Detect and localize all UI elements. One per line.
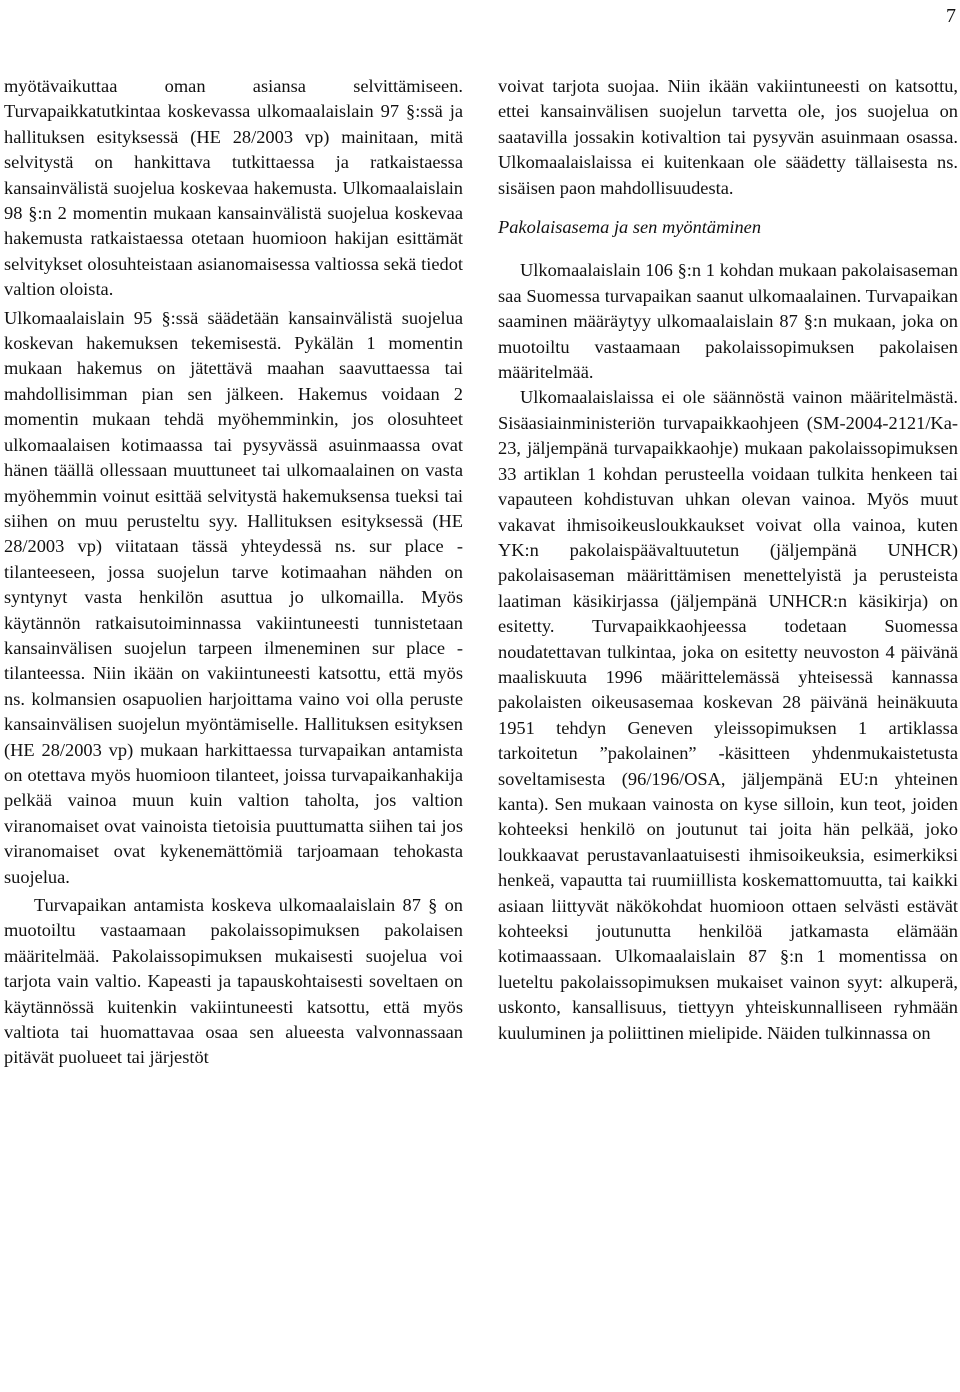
right-paragraph-intro: voivat tarjota suojaa. Niin ikään vakiintuneesti on katsottu, ettei kansainvälisen suojelun tarvetta ole, jos suojelua on saatavilla jossakin kotivaltion tai pysyvän asuinmaan osassa. Ulkomaalaislaissa ei kuitenkaan ole säädetty tällaisesta ns. sisäisen paon mahdollisuudesta. xyxy=(498,76,958,198)
section-heading: Pakolaisasema ja sen myöntäminen xyxy=(498,217,762,238)
right-column xyxy=(498,74,958,1046)
right-paragraph-1: Ulkomaalaislain 106 §:n 1 kohdan mukaan pakolaisaseman saa Suomessa turvapaikan saanut ulkomaalainen. Turvapaikan saaminen määräytyy ulkomaalaislain 87 §:n mukaan, joka on muotoiltu vastaamaan pakolaissopimuksen pakolaisen määritelmää. xyxy=(498,260,958,383)
left-paragraph-1: myötävaikuttaa oman asiansa selvittämiseen. Turvapaikkatutkintaa koskevassa ulkomaalaislain 97 §:ssä ja hallituksen esityksessä (HE 28/2003 vp) mainitaan, mitä selvitystä on hankittava tutkittaessa ja ratkaistaessa kansainvälistä suojelua koskevaa hakemusta. Ulkomaalaislain 98 §:n 2 momentin mukaan kansainvälistä suojelua koskevaa hakemusta ratkaistaessa otetaan huomioon hakijan esittämät selvitykset olosuhteistaan asianomaisessa valtiossa sekä tiedot valtion oloista. xyxy=(4,76,463,300)
right-paragraph-2: Ulkomaalaislaissa ei ole säännöstä vainon määritelmästä. Sisäasiainministeriön turvapaikkaohjeen (SM-2004-2121/Ka-23, jäljempänä turvapaikkaohje) mukaan pakolaissopimuksen 33 artiklan 1 kohdan perusteella voidaan tulkita henkeen tai vapauteen kohdistuvan uhkan olevan vainoa. Myös muut vakavat ihmisoikeusloukkaukset voivat olla vainoa, kuten YK:n pakolaispäävaltuutetun (jäljempänä UNHCR) pakolaisaseman määrittämisen menettelyistä ja perusteista laatiman käsikirjassa (jäljempänä UNHCR:n käsikirja) on esitetty. Turvapaikkaohjeessa todetaan Suomessa noudatettavan tulkintaa, joka on esitetty neuvoston 4 päivänä maaliskuuta 1996 määrittelemässä yhteisessä kannassa pakolaisten oikeusasemaa koskevan 28 päivänä heinäkuuta 1951 tehdyn Geneven yleissopimuksen 1 artiklassa tarkoitetun ”pakolainen” -käsitteen yhdenmukaistetusta soveltamisesta (96/196/OSA, jäljempänä EU:n yhteinen kanta). Sen mukaan vainosta on kyse silloin, kun teot, joiden kohteeksi henkilö on joutunut tai joita hän pelkää, joko loukkaavat perustavanlaatuisesti ihmisoikeuksia, esimerkiksi henkeä, vapautta tai ruumiillista koskemattomuutta, tai kaikki asiaan liittyvät näkökohdat huomioon ottaen selvästi estävät kohteeksi joutunutta henkilöä jatkamasta elämään kotimaassaan. Ulkomaalaislain 87 §:n 1 momentissa on lueteltu pakolaissopimuksen mukaiset vainon syyt: alkuperä, uskonto, kansallisuus, tiettyyn yhteiskunnalliseen ryhmään kuuluminen ja poliittinen mielipide. Näiden tulkinnassa on xyxy=(498,387,958,1043)
left-paragraph-2: Ulkomaalaislain 95 §:ssä säädetään kansainvälistä suojelua koskevan hakemuksen tekemisestä. Pykälän 1 momentin mukaan hakemus on jätettävä maahan saavuttaessa tai mahdollisimman pian sen jälkeen. Hakemus voidaan 2 momentin mukaan tehdä myöhemminkin, jos olosuhteet ulkomaalaisen kotimaassa tai pysyvässä asuinmaassa ovat hänen täällä ollessaan muuttuneet tai ulkomaalainen on vasta myöhemmin voinut esittää selvitystä hakemuksensa tueksi tai siihen on muu perusteltu syy. Hallituksen esityksessä (HE 28/2003 vp) viitataan tässä yhteydessä ns. sur place -tilanteeseen, jossa suojelun tarve kotimaahan nähden on syntynyt vasta henkilön asuttua jo ulkomailla. Myös käytännön ratkaisutoiminnassa vakiintuneesti tunnistetaan kansainvälisen suojelun tarpeen ilmeneminen sur place -tilanteessa. Niin ikään on vakiintuneesti katsottu, että myös ns. kolmansien osapuolien harjoittama vaino voi olla peruste kansainvälisen suojelun myöntämiselle. Hallituksen esityksen (HE 28/2003 vp) mukaan harkittaessa turvapaikan antamista on otettava myös huomioon tilanteet, joissa turvapaikanhakija pelkää vainoa muun kuin valtion taholta, jos valtion viranomaiset ovat vainoista tietoisia puuttumatta siihen tai jos viranomaiset ovat kykenemättömiä tarjoamaan tehokasta suojelua. xyxy=(4,307,463,887)
left-column xyxy=(4,74,463,1071)
left-paragraph-3: Turvapaikan antamista koskeva ulkomaalaislain 87 § on muotoiltu vastaamaan pakolaissopimuksen pakolaisen määritelmää. Pakolaissopimuksen mukaisesti suojelua voi tarjota vain valtio. Kapeasti ja tapauskohtaisesti soveltaen on käytännössä kuitenkin vakiintuneesti katsottu, että myös valtiota tai huomattavaa osaa sen alueesta valvonnassaan pitävät puolueet tai järjestöt xyxy=(4,895,463,1068)
page-number: 7 xyxy=(946,5,956,27)
